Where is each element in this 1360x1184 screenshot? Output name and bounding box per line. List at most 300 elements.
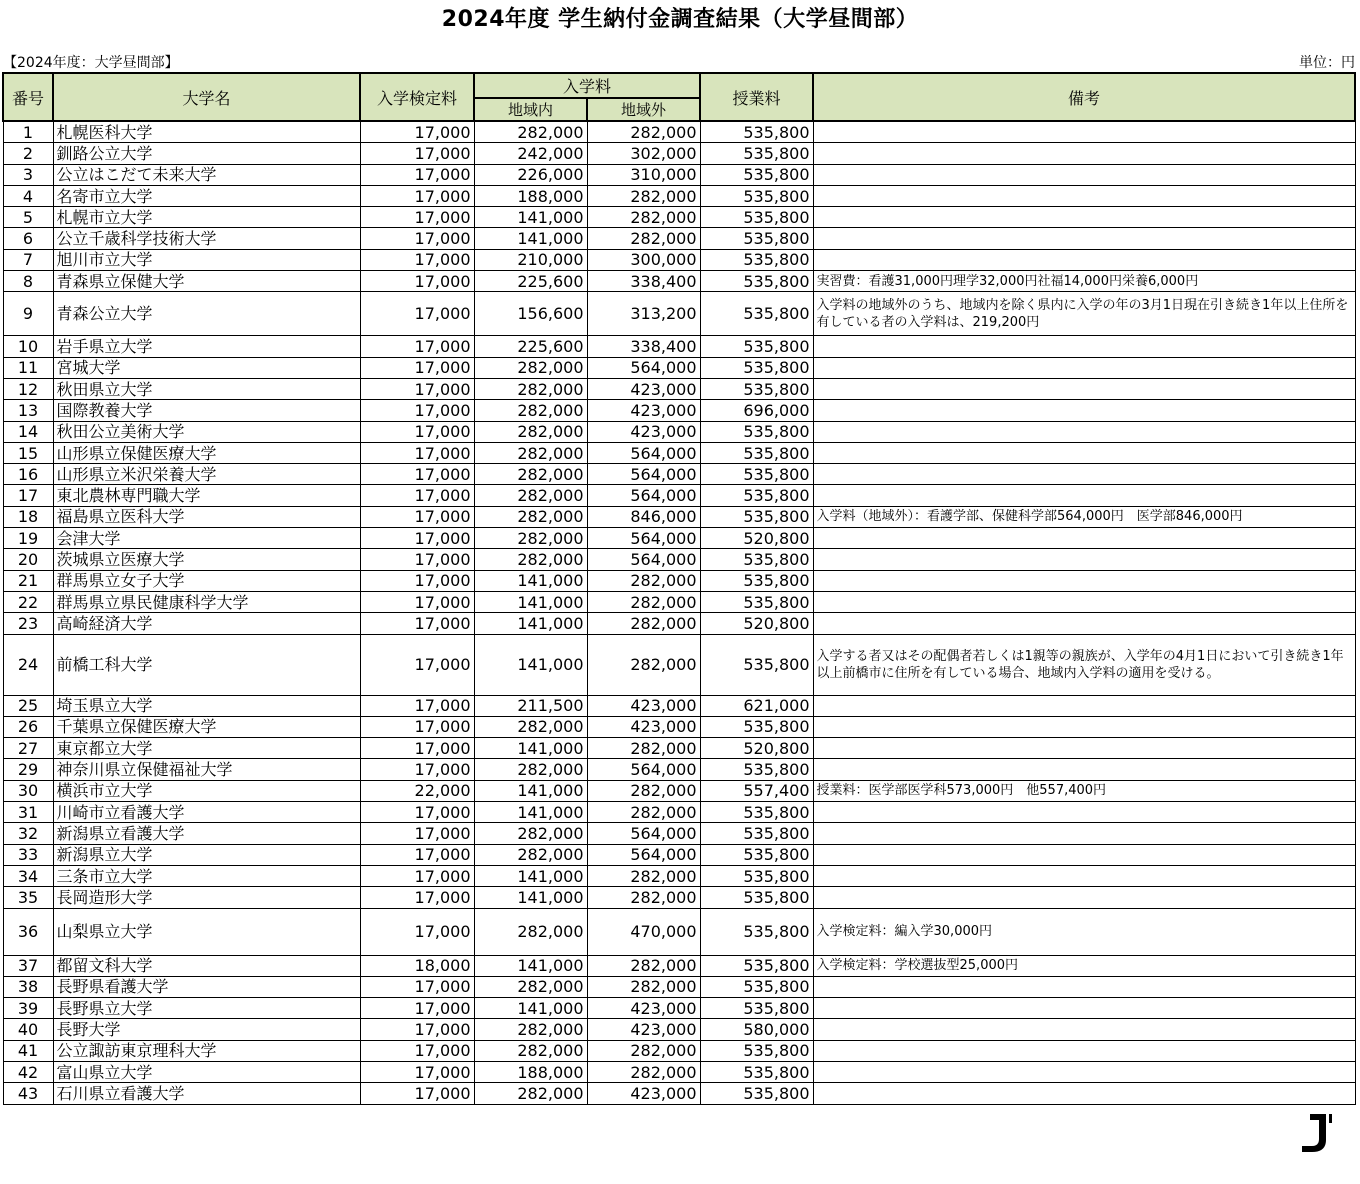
exam-fee: 17,000 — [360, 292, 474, 336]
note: 実習費：看護31,000円理学32,000円社福14,000円栄養6,000円 — [813, 271, 1355, 292]
exam-fee: 17,000 — [360, 121, 474, 143]
tuition: 535,800 — [700, 1083, 813, 1104]
row-number: 40 — [3, 1019, 53, 1040]
exam-fee: 17,000 — [360, 185, 474, 206]
exam-fee: 17,000 — [360, 1061, 474, 1082]
exam-fee: 17,000 — [360, 271, 474, 292]
tuition: 580,000 — [700, 1019, 813, 1040]
exam-fee: 17,000 — [360, 998, 474, 1019]
row-number: 33 — [3, 844, 53, 865]
table-row — [3, 716, 1355, 737]
note: 入学する者又はその配偶者若しくは1親等の親族が、入学年の4月1日において引き続き1年以上前橋市に住所を有している場合、地域内入学料の適用を受ける。 — [813, 634, 1355, 695]
admission-out-region: 564,000 — [587, 759, 700, 780]
university-name: 川崎市立看護大学 — [53, 802, 360, 823]
table-row — [3, 506, 1355, 527]
admission-in-region: 141,000 — [474, 998, 587, 1019]
note — [813, 570, 1355, 591]
table-row — [3, 591, 1355, 612]
tuition: 535,800 — [700, 164, 813, 185]
row-number: 15 — [3, 442, 53, 463]
admission-out-region: 423,000 — [587, 1083, 700, 1104]
admission-in-region: 141,000 — [474, 228, 587, 249]
note — [813, 421, 1355, 442]
fee-table-body — [3, 121, 1355, 1104]
admission-out-region: 282,000 — [587, 185, 700, 206]
admission-in-region: 210,000 — [474, 249, 587, 270]
admission-in-region: 141,000 — [474, 591, 587, 612]
admission-in-region: 282,000 — [474, 1019, 587, 1040]
admission-in-region: 141,000 — [474, 780, 587, 801]
exam-fee: 17,000 — [360, 249, 474, 270]
table-row — [3, 1083, 1355, 1104]
table-row — [3, 998, 1355, 1019]
table-row — [3, 1040, 1355, 1061]
row-number: 6 — [3, 228, 53, 249]
note — [813, 357, 1355, 378]
university-name: 東京都立大学 — [53, 738, 360, 759]
tuition: 535,800 — [700, 378, 813, 399]
university-name: 茨城県立医療大学 — [53, 549, 360, 570]
row-number: 37 — [3, 955, 53, 976]
university-name: 新潟県立看護大学 — [53, 823, 360, 844]
table-row — [3, 357, 1355, 378]
tuition: 535,800 — [700, 207, 813, 228]
table-row — [3, 634, 1355, 695]
table-row — [3, 802, 1355, 823]
admission-out-region: 564,000 — [587, 528, 700, 549]
university-name: 都留文科大学 — [53, 955, 360, 976]
admission-out-region: 423,000 — [587, 378, 700, 399]
table-row — [3, 378, 1355, 399]
row-number: 39 — [3, 998, 53, 1019]
university-name: 福島県立医科大学 — [53, 506, 360, 527]
tuition: 535,800 — [700, 955, 813, 976]
admission-in-region: 242,000 — [474, 143, 587, 164]
note: 入学検定料：学校選抜型25,000円 — [813, 955, 1355, 976]
university-name: 高崎経済大学 — [53, 613, 360, 634]
tuition: 535,800 — [700, 228, 813, 249]
exam-fee: 17,000 — [360, 1083, 474, 1104]
table-row — [3, 695, 1355, 716]
university-name: 埼玉県立大学 — [53, 695, 360, 716]
university-name: 長野大学 — [53, 1019, 360, 1040]
tuition: 535,800 — [700, 823, 813, 844]
university-name: 石川県立看護大学 — [53, 1083, 360, 1104]
university-name: 長岡造形大学 — [53, 887, 360, 908]
exam-fee: 17,000 — [360, 464, 474, 485]
header-in-region: 地域内 — [474, 98, 587, 121]
note — [813, 185, 1355, 206]
university-name: 山形県立保健医療大学 — [53, 442, 360, 463]
row-number: 43 — [3, 1083, 53, 1104]
tuition: 520,800 — [700, 738, 813, 759]
tuition: 535,800 — [700, 485, 813, 506]
admission-out-region: 282,000 — [587, 591, 700, 612]
note — [813, 485, 1355, 506]
row-number: 5 — [3, 207, 53, 228]
admission-in-region: 282,000 — [474, 759, 587, 780]
table-row — [3, 976, 1355, 997]
row-number: 19 — [3, 528, 53, 549]
admission-in-region: 282,000 — [474, 464, 587, 485]
admission-out-region: 338,400 — [587, 271, 700, 292]
tuition: 520,800 — [700, 613, 813, 634]
exam-fee: 17,000 — [360, 802, 474, 823]
admission-out-region: 282,000 — [587, 634, 700, 695]
table-row — [3, 249, 1355, 270]
tuition: 557,400 — [700, 780, 813, 801]
table-row — [3, 780, 1355, 801]
table-row — [3, 464, 1355, 485]
admission-in-region: 156,600 — [474, 292, 587, 336]
note — [813, 759, 1355, 780]
note — [813, 400, 1355, 421]
row-number: 8 — [3, 271, 53, 292]
table-row — [3, 1061, 1355, 1082]
note — [813, 887, 1355, 908]
row-number: 11 — [3, 357, 53, 378]
tuition: 535,800 — [700, 570, 813, 591]
note — [813, 249, 1355, 270]
note — [813, 228, 1355, 249]
admission-in-region: 188,000 — [474, 1061, 587, 1082]
table-row — [3, 865, 1355, 886]
exam-fee: 17,000 — [360, 738, 474, 759]
table-row — [3, 759, 1355, 780]
university-name: 宮城大学 — [53, 357, 360, 378]
admission-out-region: 846,000 — [587, 506, 700, 527]
admission-out-region: 282,000 — [587, 1061, 700, 1082]
table-row — [3, 185, 1355, 206]
admission-in-region: 141,000 — [474, 738, 587, 759]
row-number: 12 — [3, 378, 53, 399]
row-number: 29 — [3, 759, 53, 780]
university-name: 神奈川県立保健福祉大学 — [53, 759, 360, 780]
table-row — [3, 1019, 1355, 1040]
row-number: 17 — [3, 485, 53, 506]
admission-in-region: 141,000 — [474, 955, 587, 976]
admission-out-region: 564,000 — [587, 549, 700, 570]
table-row — [3, 228, 1355, 249]
table-row — [3, 549, 1355, 570]
admission-in-region: 282,000 — [474, 1040, 587, 1061]
admission-out-region: 564,000 — [587, 823, 700, 844]
tuition: 696,000 — [700, 400, 813, 421]
table-row — [3, 164, 1355, 185]
tuition: 535,800 — [700, 185, 813, 206]
header-tuition: 授業料 — [700, 73, 813, 121]
row-number: 42 — [3, 1061, 53, 1082]
row-number: 20 — [3, 549, 53, 570]
exam-fee: 17,000 — [360, 716, 474, 737]
note — [813, 716, 1355, 737]
table-row — [3, 121, 1355, 143]
tuition: 535,800 — [700, 887, 813, 908]
admission-in-region: 282,000 — [474, 844, 587, 865]
note — [813, 1040, 1355, 1061]
university-name: 秋田県立大学 — [53, 378, 360, 399]
admission-in-region: 282,000 — [474, 908, 587, 955]
admission-out-region: 282,000 — [587, 613, 700, 634]
table-row — [3, 908, 1355, 955]
tuition: 535,800 — [700, 442, 813, 463]
row-number: 13 — [3, 400, 53, 421]
admission-in-region: 141,000 — [474, 207, 587, 228]
admission-in-region: 141,000 — [474, 887, 587, 908]
exam-fee: 17,000 — [360, 844, 474, 865]
university-name: 札幌市立大学 — [53, 207, 360, 228]
table-row — [3, 292, 1355, 336]
tuition: 535,800 — [700, 271, 813, 292]
admission-out-region: 313,200 — [587, 292, 700, 336]
admission-in-region: 282,000 — [474, 823, 587, 844]
university-name: 山形県立米沢栄養大学 — [53, 464, 360, 485]
tuition: 535,800 — [700, 865, 813, 886]
exam-fee: 17,000 — [360, 865, 474, 886]
exam-fee: 17,000 — [360, 591, 474, 612]
tuition: 535,800 — [700, 908, 813, 955]
tuition: 535,800 — [700, 1040, 813, 1061]
tuition: 535,800 — [700, 998, 813, 1019]
tuition: 535,800 — [700, 591, 813, 612]
exam-fee: 17,000 — [360, 228, 474, 249]
table-row — [3, 336, 1355, 357]
university-name: 青森公立大学 — [53, 292, 360, 336]
exam-fee: 17,000 — [360, 976, 474, 997]
exam-fee: 17,000 — [360, 207, 474, 228]
admission-in-region: 141,000 — [474, 802, 587, 823]
note — [813, 865, 1355, 886]
tuition: 621,000 — [700, 695, 813, 716]
exam-fee: 18,000 — [360, 955, 474, 976]
tuition: 535,800 — [700, 549, 813, 570]
exam-fee: 17,000 — [360, 528, 474, 549]
admission-in-region: 141,000 — [474, 634, 587, 695]
table-row — [3, 738, 1355, 759]
tuition: 535,800 — [700, 844, 813, 865]
row-number: 26 — [3, 716, 53, 737]
tuition: 535,800 — [700, 336, 813, 357]
row-number: 27 — [3, 738, 53, 759]
row-number: 30 — [3, 780, 53, 801]
exam-fee: 17,000 — [360, 570, 474, 591]
row-number: 31 — [3, 802, 53, 823]
row-number: 22 — [3, 591, 53, 612]
row-number: 21 — [3, 570, 53, 591]
admission-in-region: 282,000 — [474, 976, 587, 997]
admission-out-region: 282,000 — [587, 121, 700, 143]
table-row — [3, 143, 1355, 164]
exam-fee: 17,000 — [360, 378, 474, 399]
note — [813, 1019, 1355, 1040]
table-row — [3, 844, 1355, 865]
admission-out-region: 564,000 — [587, 357, 700, 378]
logo-mark — [1296, 1110, 1346, 1156]
note: 入学料（地域外）：看護学部、保健科学部564,000円 医学部846,000円 — [813, 506, 1355, 527]
admission-in-region: 282,000 — [474, 485, 587, 506]
exam-fee: 17,000 — [360, 908, 474, 955]
row-number: 14 — [3, 421, 53, 442]
table-subtitle: 【2024年度：大学昼間部】 — [3, 55, 179, 71]
university-name: 富山県立大学 — [53, 1061, 360, 1082]
row-number: 1 — [3, 121, 53, 143]
tuition: 535,800 — [700, 506, 813, 527]
table-row — [3, 613, 1355, 634]
admission-out-region: 470,000 — [587, 908, 700, 955]
admission-out-region: 282,000 — [587, 976, 700, 997]
admission-in-region: 188,000 — [474, 185, 587, 206]
admission-out-region: 423,000 — [587, 998, 700, 1019]
note — [813, 336, 1355, 357]
university-name: 秋田公立美術大学 — [53, 421, 360, 442]
row-number: 10 — [3, 336, 53, 357]
table-row — [3, 570, 1355, 591]
tuition: 535,800 — [700, 716, 813, 737]
admission-out-region: 423,000 — [587, 716, 700, 737]
note — [813, 549, 1355, 570]
tuition: 535,800 — [700, 249, 813, 270]
header-notes: 備考 — [813, 73, 1355, 121]
note — [813, 738, 1355, 759]
university-name: 国際教養大学 — [53, 400, 360, 421]
university-name: 長野県立大学 — [53, 998, 360, 1019]
admission-out-region: 282,000 — [587, 780, 700, 801]
table-row — [3, 485, 1355, 506]
admission-out-region: 282,000 — [587, 570, 700, 591]
admission-out-region: 282,000 — [587, 1040, 700, 1061]
row-number: 24 — [3, 634, 53, 695]
exam-fee: 17,000 — [360, 164, 474, 185]
row-number: 9 — [3, 292, 53, 336]
admission-in-region: 282,000 — [474, 716, 587, 737]
admission-out-region: 282,000 — [587, 955, 700, 976]
tuition: 535,800 — [700, 1061, 813, 1082]
note — [813, 207, 1355, 228]
row-number: 23 — [3, 613, 53, 634]
university-name: 三条市立大学 — [53, 865, 360, 886]
admission-in-region: 282,000 — [474, 442, 587, 463]
university-name: 横浜市立大学 — [53, 780, 360, 801]
tuition: 535,800 — [700, 802, 813, 823]
row-number: 16 — [3, 464, 53, 485]
admission-in-region: 141,000 — [474, 570, 587, 591]
row-number: 25 — [3, 695, 53, 716]
exam-fee: 17,000 — [360, 506, 474, 527]
admission-in-region: 282,000 — [474, 506, 587, 527]
admission-in-region: 141,000 — [474, 865, 587, 886]
header-exam-fee: 入学検定料 — [360, 73, 474, 121]
admission-out-region: 282,000 — [587, 865, 700, 886]
admission-out-region: 282,000 — [587, 738, 700, 759]
row-number: 34 — [3, 865, 53, 886]
exam-fee: 17,000 — [360, 1040, 474, 1061]
admission-in-region: 282,000 — [474, 528, 587, 549]
admission-out-region: 338,400 — [587, 336, 700, 357]
university-name: 会津大学 — [53, 528, 360, 549]
admission-out-region: 282,000 — [587, 802, 700, 823]
table-row — [3, 955, 1355, 976]
tuition: 535,800 — [700, 143, 813, 164]
exam-fee: 17,000 — [360, 613, 474, 634]
note — [813, 613, 1355, 634]
tuition: 535,800 — [700, 421, 813, 442]
exam-fee: 17,000 — [360, 695, 474, 716]
note — [813, 143, 1355, 164]
row-number: 4 — [3, 185, 53, 206]
admission-in-region: 282,000 — [474, 1083, 587, 1104]
admission-out-region: 423,000 — [587, 1019, 700, 1040]
note — [813, 591, 1355, 612]
note — [813, 442, 1355, 463]
row-number: 32 — [3, 823, 53, 844]
tuition: 535,800 — [700, 121, 813, 143]
exam-fee: 17,000 — [360, 442, 474, 463]
tuition: 535,800 — [700, 759, 813, 780]
university-name: 山梨県立大学 — [53, 908, 360, 955]
exam-fee: 17,000 — [360, 549, 474, 570]
admission-out-region: 310,000 — [587, 164, 700, 185]
admission-out-region: 282,000 — [587, 207, 700, 228]
table-row — [3, 207, 1355, 228]
table-row — [3, 442, 1355, 463]
admission-out-region: 564,000 — [587, 464, 700, 485]
admission-out-region: 282,000 — [587, 228, 700, 249]
university-name: 東北農林専門職大学 — [53, 485, 360, 506]
tuition: 535,800 — [700, 634, 813, 695]
note — [813, 844, 1355, 865]
admission-in-region: 282,000 — [474, 378, 587, 399]
note — [813, 1083, 1355, 1104]
row-number: 36 — [3, 908, 53, 955]
note — [813, 998, 1355, 1019]
university-name: 長野県看護大学 — [53, 976, 360, 997]
note — [813, 528, 1355, 549]
table-row — [3, 421, 1355, 442]
exam-fee: 17,000 — [360, 143, 474, 164]
page-title: 2024年度 学生納付金調査結果（大学昼間部） — [441, 7, 919, 32]
admission-out-region: 564,000 — [587, 485, 700, 506]
university-name: 前橋工科大学 — [53, 634, 360, 695]
row-number: 38 — [3, 976, 53, 997]
university-name: 群馬県立県民健康科学大学 — [53, 591, 360, 612]
admission-out-region: 564,000 — [587, 442, 700, 463]
university-name: 新潟県立大学 — [53, 844, 360, 865]
admission-out-region: 300,000 — [587, 249, 700, 270]
admission-out-region: 564,000 — [587, 844, 700, 865]
exam-fee: 17,000 — [360, 759, 474, 780]
row-number: 35 — [3, 887, 53, 908]
note — [813, 121, 1355, 143]
university-name: 千葉県立保健医療大学 — [53, 716, 360, 737]
fee-table — [2, 72, 1356, 1105]
note — [813, 823, 1355, 844]
exam-fee: 17,000 — [360, 634, 474, 695]
row-number: 2 — [3, 143, 53, 164]
admission-in-region: 282,000 — [474, 357, 587, 378]
exam-fee: 17,000 — [360, 336, 474, 357]
table-row — [3, 887, 1355, 908]
note — [813, 464, 1355, 485]
admission-in-region: 211,500 — [474, 695, 587, 716]
table-row — [3, 400, 1355, 421]
header-out-region: 地域外 — [587, 98, 700, 121]
exam-fee: 17,000 — [360, 400, 474, 421]
table-row — [3, 823, 1355, 844]
admission-out-region: 423,000 — [587, 421, 700, 442]
university-name: 公立千歳科学技術大学 — [53, 228, 360, 249]
tuition: 520,800 — [700, 528, 813, 549]
note — [813, 378, 1355, 399]
